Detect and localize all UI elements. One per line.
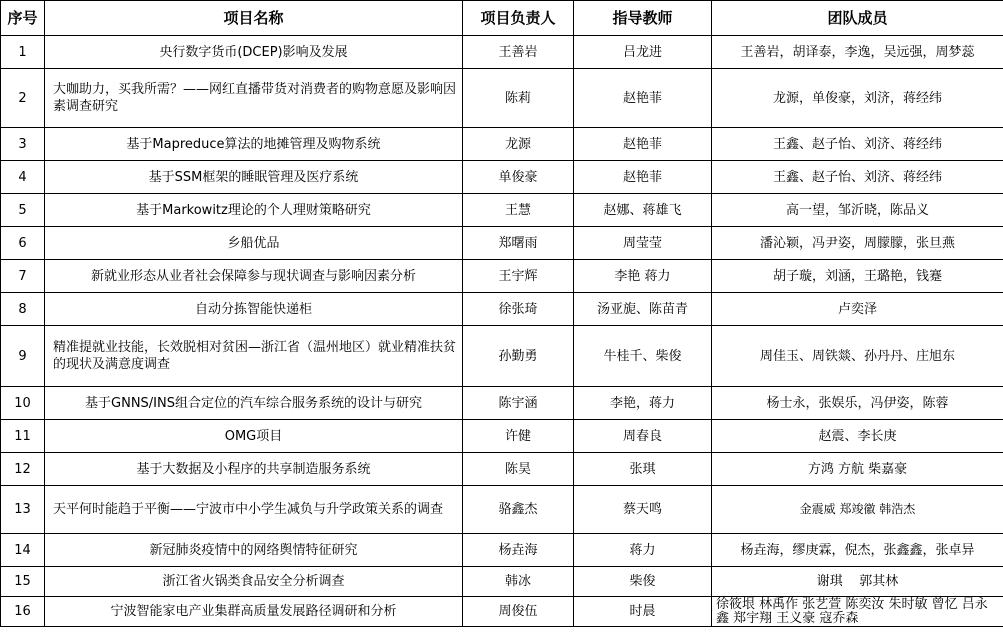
header-advisor: 指导教师 <box>574 1 712 36</box>
header-index: 序号 <box>1 1 45 36</box>
cell-index: 12 <box>1 453 45 486</box>
cell-project: 新就业形态从业者社会保障参与现状调查与影响因素分析 <box>45 260 463 293</box>
table-row <box>1 194 1003 227</box>
cell-leader: 单俊豪 <box>463 161 574 194</box>
cell-index: 14 <box>1 534 45 567</box>
cell-index: 5 <box>1 194 45 227</box>
cell-index: 11 <box>1 420 45 453</box>
cell-project: 基于SSM框架的睡眠管理及医疗系统 <box>45 161 463 194</box>
cell-index: 2 <box>1 69 45 128</box>
cell-advisor: 蔡天鸣 <box>574 486 712 534</box>
cell-members: 杨垚海，缪庚霖，倪杰，张鑫鑫，张卓异 <box>712 534 1003 567</box>
table-row <box>1 128 1003 161</box>
table-row <box>1 69 1003 128</box>
header-members: 团队成员 <box>712 1 1003 36</box>
cell-index: 7 <box>1 260 45 293</box>
table-row <box>1 260 1003 293</box>
cell-advisor: 张琪 <box>574 453 712 486</box>
cell-members: 赵震、李长庚 <box>712 420 1003 453</box>
cell-members: 杨士永，张娱乐，冯伊姿，陈蓉 <box>712 387 1003 420</box>
cell-index: 3 <box>1 128 45 161</box>
header-row <box>1 1 1003 36</box>
cell-leader: 陈宇涵 <box>463 387 574 420</box>
cell-project: 浙江省火锅类食品安全分析调查 <box>45 567 463 597</box>
table-row <box>1 453 1003 486</box>
table-row <box>1 326 1003 387</box>
cell-project: 基于Mapreduce算法的地摊管理及购物系统 <box>45 128 463 161</box>
cell-members: 周佳玉、周铁燚、孙丹丹、庄旭东 <box>712 326 1003 387</box>
cell-index: 8 <box>1 293 45 326</box>
cell-leader: 许健 <box>463 420 574 453</box>
cell-advisor: 蒋力 <box>574 534 712 567</box>
header-project: 项目名称 <box>45 1 463 36</box>
table-row <box>1 387 1003 420</box>
cell-leader: 郑曙雨 <box>463 227 574 260</box>
cell-project: 宁波智能家电产业集群高质量发展路径调研和分析 <box>45 597 463 627</box>
cell-advisor: 赵艳菲 <box>574 128 712 161</box>
table-row <box>1 534 1003 567</box>
cell-index: 1 <box>1 36 45 69</box>
cell-project: 基于GNNS/INS组合定位的汽车综合服务系统的设计与研究 <box>45 387 463 420</box>
cell-leader: 王善岩 <box>463 36 574 69</box>
cell-advisor: 时晨 <box>574 597 712 627</box>
cell-members: 高一望，邹沂晓，陈品义 <box>712 194 1003 227</box>
cell-project: 天平何时能趋于平衡——宁波市中小学生减负与升学政策关系的调查 <box>45 486 463 534</box>
cell-index: 13 <box>1 486 45 534</box>
cell-leader: 王慧 <box>463 194 574 227</box>
cell-leader: 王宇辉 <box>463 260 574 293</box>
cell-advisor: 周春良 <box>574 420 712 453</box>
cell-members: 王鑫、赵子怡、刘济、蒋经纬 <box>712 161 1003 194</box>
cell-members: 龙源，单俊豪，刘济，蒋经纬 <box>712 69 1003 128</box>
cell-advisor: 周莹莹 <box>574 227 712 260</box>
cell-leader: 龙源 <box>463 128 574 161</box>
cell-index: 9 <box>1 326 45 387</box>
table-row <box>1 597 1003 627</box>
cell-leader: 徐张琦 <box>463 293 574 326</box>
cell-advisor: 李艳 蒋力 <box>574 260 712 293</box>
cell-members: 方鸿 方航 柴嘉豪 <box>712 453 1003 486</box>
table-row <box>1 567 1003 597</box>
cell-leader: 孙勤勇 <box>463 326 574 387</box>
cell-members: 胡子璇，刘涵，王璐艳，钱蹇 <box>712 260 1003 293</box>
cell-index: 6 <box>1 227 45 260</box>
cell-leader: 骆鑫杰 <box>463 486 574 534</box>
cell-project: 精准提就业技能，长效脱相对贫困—浙江省（温州地区）就业精准扶贫的现状及满意度调查 <box>45 326 463 387</box>
table-row <box>1 227 1003 260</box>
cell-index: 10 <box>1 387 45 420</box>
cell-advisor: 李艳，蒋力 <box>574 387 712 420</box>
cell-members: 徐筱垠 林禹作 张艺萱 陈奕汝 朱时敏 曾忆 吕永鑫 郑宇翔 王义豪 寇乔森 <box>712 597 1003 627</box>
cell-advisor: 赵艳菲 <box>574 161 712 194</box>
cell-leader: 韩冰 <box>463 567 574 597</box>
cell-leader: 陈莉 <box>463 69 574 128</box>
cell-members: 谢琪 郭其林 <box>712 567 1003 597</box>
cell-advisor: 吕龙进 <box>574 36 712 69</box>
table-row <box>1 293 1003 326</box>
cell-advisor: 柴俊 <box>574 567 712 597</box>
table-row <box>1 420 1003 453</box>
cell-project: OMG项目 <box>45 420 463 453</box>
cell-members: 王善岩，胡译泰，李逸，吴远强，周梦蕊 <box>712 36 1003 69</box>
cell-leader: 陈昊 <box>463 453 574 486</box>
cell-project: 自动分拣智能快递柜 <box>45 293 463 326</box>
cell-index: 4 <box>1 161 45 194</box>
cell-leader: 周俊伍 <box>463 597 574 627</box>
cell-project: 新冠肺炎疫情中的网络舆情特征研究 <box>45 534 463 567</box>
table-row <box>1 161 1003 194</box>
header-leader: 项目负责人 <box>463 1 574 36</box>
cell-members: 金震威 郑竣徽 韩浩杰 <box>712 486 1003 534</box>
cell-project: 基于大数据及小程序的共享制造服务系统 <box>45 453 463 486</box>
cell-index: 16 <box>1 597 45 627</box>
cell-advisor: 汤亚旎、陈苗青 <box>574 293 712 326</box>
cell-advisor: 牛桂千、柴俊 <box>574 326 712 387</box>
table-row <box>1 36 1003 69</box>
cell-members: 王鑫、赵子怡、刘济、蒋经纬 <box>712 128 1003 161</box>
cell-leader: 杨垚海 <box>463 534 574 567</box>
table-row <box>1 486 1003 534</box>
cell-project: 基于Markowitz理论的个人理财策略研究 <box>45 194 463 227</box>
cell-index: 15 <box>1 567 45 597</box>
cell-members: 潘沁颖，冯尹姿，周朦朦，张旦燕 <box>712 227 1003 260</box>
cell-project: 大咖助力，买我所需？——网红直播带货对消费者的购物意愿及影响因素调查研究 <box>45 69 463 128</box>
cell-project: 央行数字货币(DCEP)影响及发展 <box>45 36 463 69</box>
cell-members: 卢奕泽 <box>712 293 1003 326</box>
cell-advisor: 赵艳菲 <box>574 69 712 128</box>
cell-advisor: 赵娜、蒋雄飞 <box>574 194 712 227</box>
cell-project: 乡船优品 <box>45 227 463 260</box>
